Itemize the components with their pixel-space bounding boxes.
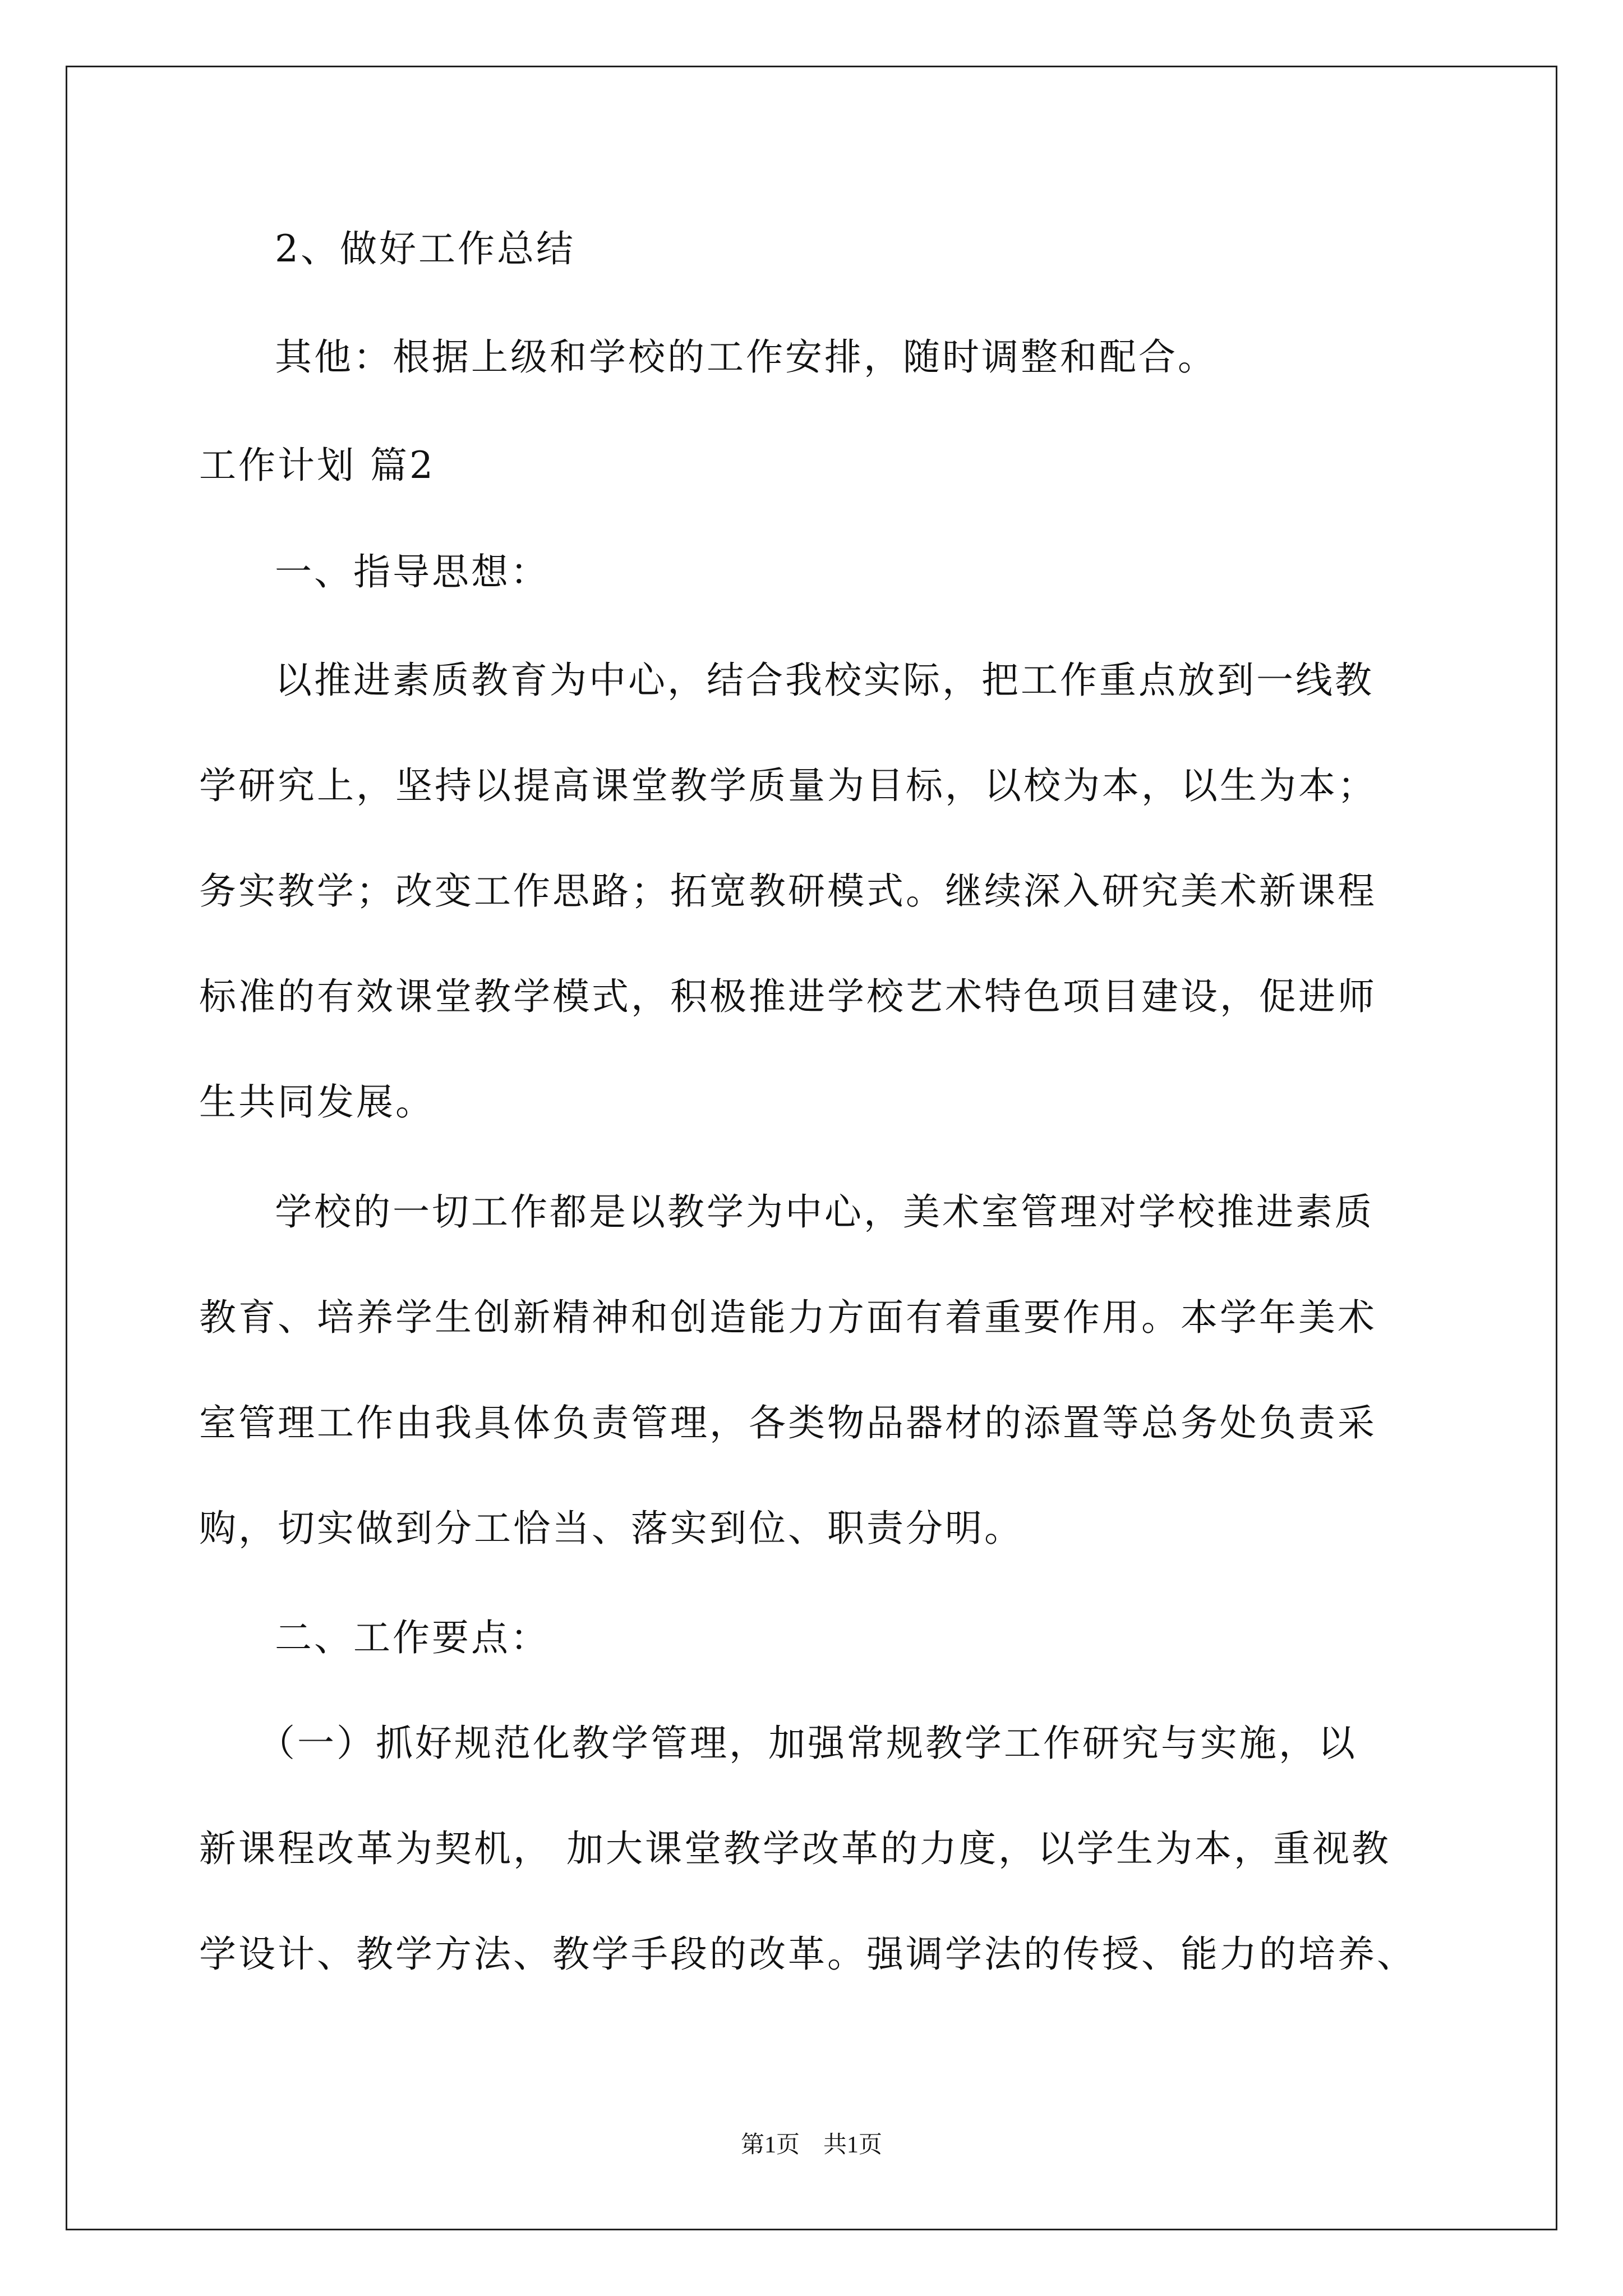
text-line: 室管理工作由我具体负责管理，各类物品器材的添置等总务处负责采 <box>199 1401 1377 1444</box>
text-line: 购，切实做到分工恰当、落实到位、职责分明。 <box>199 1507 1023 1550</box>
text-line: 学设计、教学方法、教学手段的改革。强调学法的传授、能力的培养、 <box>199 1932 1416 1976</box>
text-line: 生共同发展。 <box>199 1080 435 1124</box>
page-number-footer: 第1页 共1页 <box>740 2132 882 2158</box>
text-line: 教育、培养学生创新精神和创造能力方面有着重要作用。本学年美术 <box>199 1296 1377 1339</box>
text-line: 新课程改革为契机， 加大课堂教学改革的力度，以学生为本，重视教 <box>199 1827 1391 1870</box>
text-line: 一、指导思想： <box>275 550 550 593</box>
text-line: 标准的有效课堂教学模式，积极推进学校艺术特色项目建设，促进师 <box>199 975 1377 1018</box>
text-line: 务实教学；改变工作思路；拓宽教研模式。继续深入研究美术新课程 <box>199 869 1377 913</box>
text-line: 2、做好工作总结 <box>275 227 575 270</box>
section-heading: 工作计划 篇2 <box>199 444 435 487</box>
text-line: 以推进素质教育为中心，结合我校实际，把工作重点放到一线教 <box>275 659 1374 702</box>
text-line: 学研究上，坚持以提高课堂教学质量为目标，以校为本，以生为本； <box>199 764 1377 807</box>
text-line: （一）抓好规范化教学管理，加强常规教学工作研究与实施，以 <box>258 1722 1357 1765</box>
page-border <box>66 66 1557 2230</box>
text-line: 二、工作要点： <box>275 1616 550 1659</box>
text-line: 其他：根据上级和学校的工作安排，随时调整和配合。 <box>275 335 1217 379</box>
text-line: 学校的一切工作都是以教学为中心，美术室管理对学校推进素质 <box>275 1190 1374 1234</box>
